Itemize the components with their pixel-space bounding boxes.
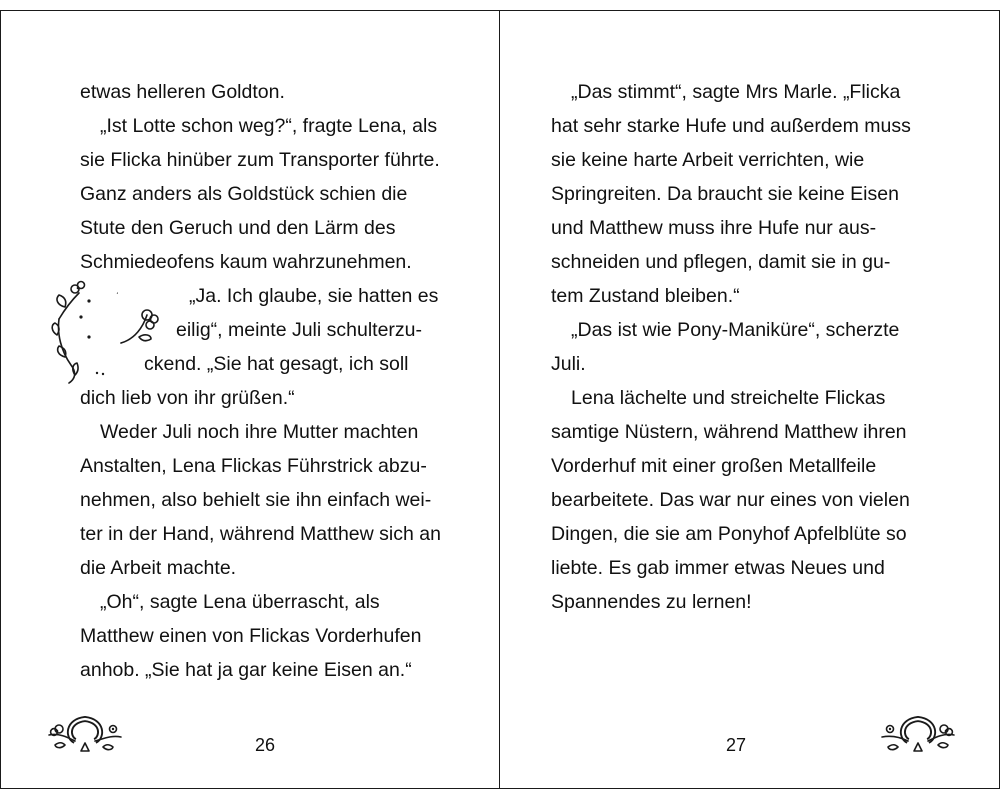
text-line: hat sehr starke Hufe und außerdem muss	[551, 115, 911, 137]
text-line: nehmen, also behielt sie ihn einfach wei-	[80, 489, 432, 511]
text-line: „Ja. Ich glaube, sie hatten es	[189, 285, 439, 307]
text-line: Anstalten, Lena Flickas Führstrick abzu-	[80, 455, 427, 477]
text-line: Stute den Geruch und den Lärm des	[80, 217, 396, 239]
text-line: Ganz anders als Goldstück schien die	[80, 183, 408, 205]
page-number: 26	[255, 735, 276, 755]
text-line: etwas helleren Goldton.	[80, 81, 285, 103]
horseshoe-flower-ornament-icon	[878, 711, 958, 755]
text-line: Schmiedeofens kaum wahrzunehmen.	[80, 251, 412, 273]
left-page	[0, 10, 500, 789]
text-line: „Das ist wie Pony-Maniküre“, scherzte	[571, 319, 900, 341]
text-line: „Ist Lotte schon weg?“, fragte Lena, als	[100, 115, 438, 137]
text-line: samtige Nüstern, während Matthew ihren	[551, 421, 907, 443]
text-line: die Arbeit machte.	[80, 557, 237, 579]
text-line: ckend. „Sie hat gesagt, ich soll	[144, 353, 409, 375]
text-line: „Das stimmt“, sagte Mrs Marle. „Flicka	[571, 81, 901, 103]
text-line: Dingen, die sie am Ponyhof Apfelblüte so	[551, 523, 907, 545]
right-page	[499, 10, 1000, 789]
text-line: liebte. Es gab immer etwas Neues und	[551, 557, 885, 579]
text-line: eilig“, meinte Juli schulterzu-	[176, 319, 423, 341]
text-line: dich lieb von ihr grüßen.“	[80, 387, 295, 409]
text-line: anhob. „Sie hat ja gar keine Eisen an.“	[80, 659, 412, 681]
text-line: Juli.	[551, 353, 586, 375]
text-line: sie keine harte Arbeit verrichten, wie	[551, 149, 865, 171]
text-line: Weder Juli noch ihre Mutter machten	[100, 421, 419, 443]
page-number: 27	[726, 735, 747, 755]
text-line: schneiden und pflegen, damit sie in gu-	[551, 251, 891, 273]
text-line: tem Zustand bleiben.“	[551, 285, 740, 307]
text-line: Spannendes zu lernen!	[551, 591, 752, 613]
text-line: ter in der Hand, während Matthew sich an	[80, 523, 441, 545]
text-line: und Matthew muss ihre Hufe nur aus-	[551, 217, 877, 239]
text-line: Springreiten. Da braucht sie keine Eisen	[551, 183, 899, 205]
text-line: sie Flicka hinüber zum Transporter führte.	[80, 149, 440, 171]
text-line: Vorderhuf mit einer großen Metallfeile	[551, 455, 877, 477]
horseshoe-flower-ornament-icon	[45, 711, 125, 755]
text-line: Matthew einen von Flickas Vorderhufen	[80, 625, 422, 647]
text-line: „Oh“, sagte Lena überrascht, als	[100, 591, 380, 613]
text-line: bearbeitete. Das war nur eines von vielen	[551, 489, 910, 511]
text-line: Lena lächelte und streichelte Flickas	[571, 387, 886, 409]
